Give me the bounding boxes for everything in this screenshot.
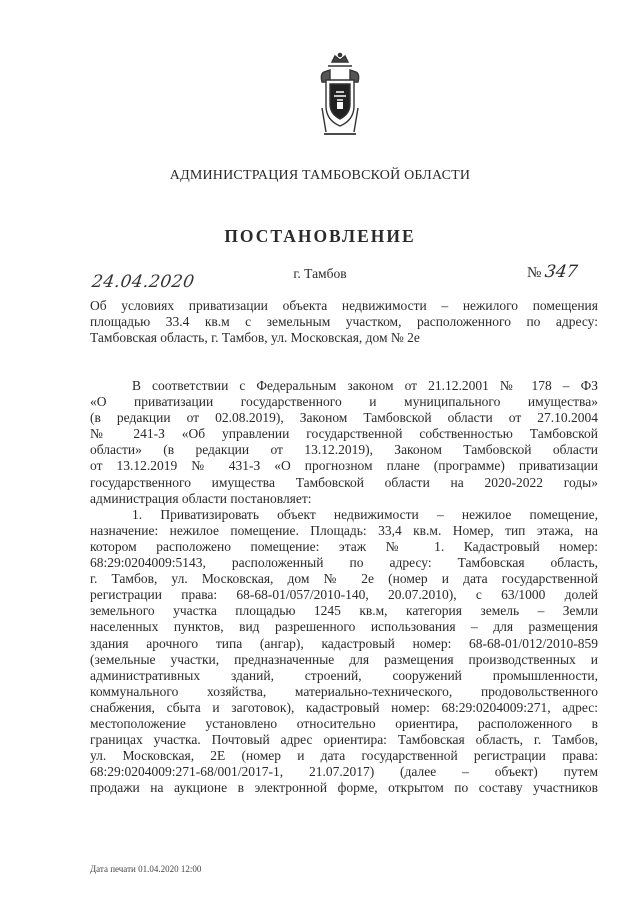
handwritten-date: 24.04.2020 [90,272,196,292]
document-number [527,262,578,282]
preamble-line: администрация области постановляет: [90,490,312,506]
clause-line: местоположение установлено относительно ориентира, расположенного в [90,715,598,731]
clause-line: регистрации права: 68-68-01/057/2010-140, 20.07.2010), с 63/1000 долей [90,587,598,603]
clause-line: земельного участка площадью 1245 кв.м, категория земель – Земли [90,603,598,619]
document-subject [90,298,598,346]
preamble-line: от 13.12.2019 № 431-З «О прогнозном плане (программе) приватизации [90,458,598,474]
preamble-line: (в редакции от 02.08.2019), Законом Тамбовской области от 27.10.2004 [90,410,598,426]
document-body [90,378,598,796]
preamble-line: «О приватизации государственного и муниципального имущества» [90,394,598,410]
clause-line: продажи на аукционе в электронной форме, открытом по составу участников [90,780,598,796]
preamble-line: государственного имущества Тамбовской области на 2020-2022 годы» [90,474,598,490]
clause-line: снабжения, сбыта и заготовок), кадастровый номер: 68:29:0204009:271, адрес: [90,699,598,715]
clause-line: здания арочного типа (ангар), кадастровый номер: 68-68-01/012/2010-859 [90,635,598,651]
preamble-line: области» (в редакции от 13.12.2019), Законом Тамбовской области [90,442,598,458]
issue-city: г. Тамбов [293,266,347,281]
handwritten-number: 347 [543,262,579,282]
subject-line: Об условиях приватизации объекта недвижимости – нежилого помещения [90,298,598,313]
clause-line: 68:29:0204009:5143, расположенный по адресу: Тамбовская область, [90,555,598,571]
subject-line: площадью 33.4 кв.м с земельным участком, расположенного по адресу: [90,314,598,329]
preamble-line: № 241-З «Об управлении государственной собственностью Тамбовской [90,426,598,442]
organization-name: АДМИНИСТРАЦИЯ ТАМБОВСКОЙ ОБЛАСТИ [169,168,471,183]
print-date: Дата печати 01.04.2020 12:00 [90,864,202,874]
clause-line: назначение: нежилое помещение. Площадь: 33,4 кв.м. Номер, тип этажа, на [90,522,598,538]
clause-line: г. Тамбов, ул. Московская, дом № 2е (номер и дата государственной [90,571,598,587]
coat-of-arms-emblem [316,52,364,138]
clause-line: 1. Приватизировать объект недвижимости – нежилое помещение, [132,506,598,522]
clause-line: границах участка. Почтовый адрес ориентира: Тамбовская область, г. Тамбов, [90,732,598,748]
clause-line: коммунального хозяйства, материально-технического, продовольственного [90,683,598,699]
clause-line: населенных пунктов, вид разрешенного использования – для размещения [90,619,598,635]
number-sign: № [527,265,542,281]
clause-line: административных зданий, строений, сооружений промышленности, [90,667,598,683]
clause-line: 68:29:0204009:271-68/001/2017-1, 21.07.2017) (далее – объект) путем [90,764,598,780]
clause-line: ул. Московская, 2Е (номер и дата государственной регистрации права: [90,748,598,764]
preamble-line: В соответствии с Федеральным законом от 21.12.2001 № 178 – ФЗ [132,378,598,393]
clause-line: (земельные участки, предназначенные для размещения производственных и [90,651,598,667]
document-title: ПОСТАНОВЛЕНИЕ [224,226,416,246]
clause-line: котором расположено помещение: этаж № 1. Кадастровый номер: [90,538,598,554]
subject-line: Тамбовская область, г. Тамбов, ул. Московская, дом № 2е [90,330,420,345]
